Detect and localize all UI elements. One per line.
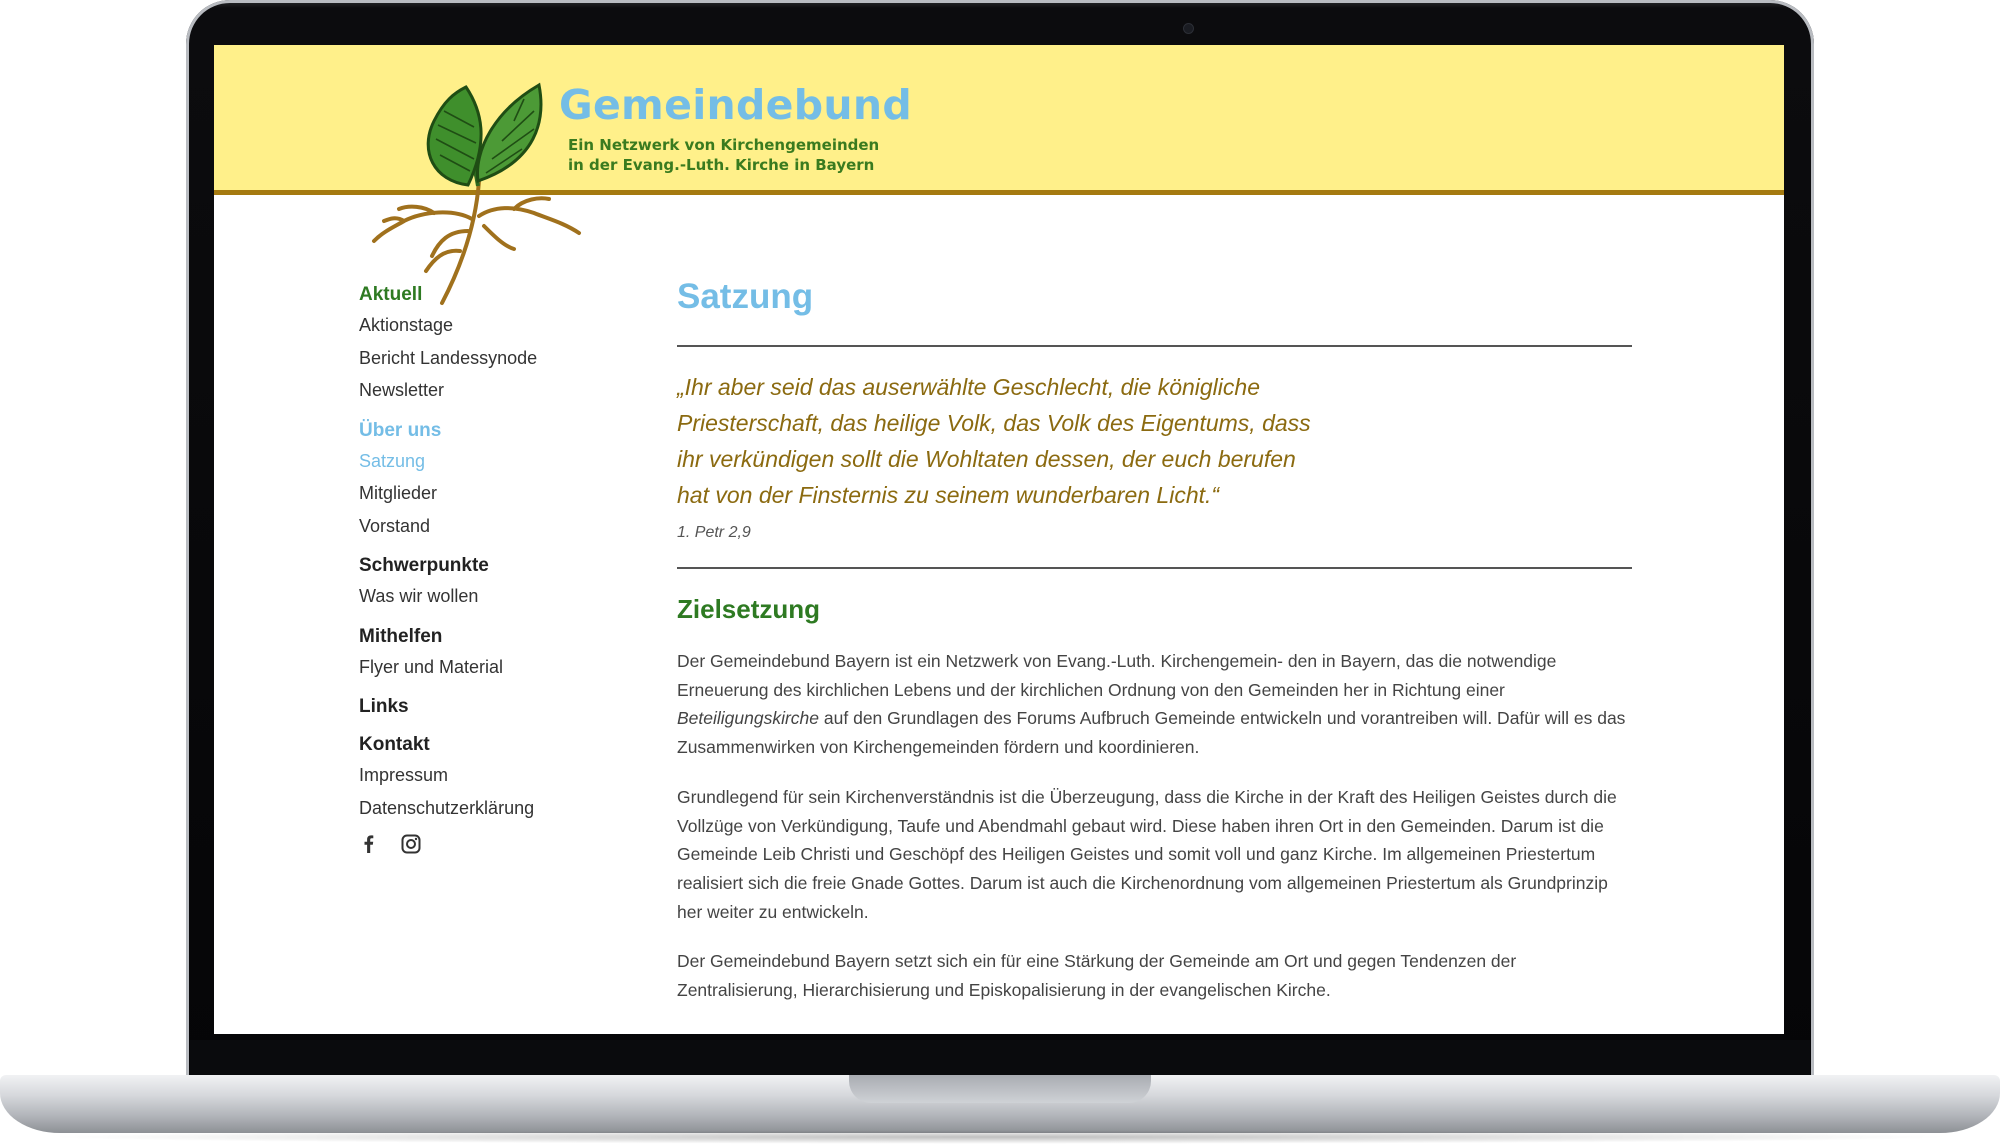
nav-item-satzung[interactable]: Satzung <box>359 450 426 471</box>
quote-line: hat von der Finsternis zu seinem wunderbaren Licht.“ <box>677 482 1220 508</box>
paragraph-1 <box>677 647 1632 762</box>
social-links <box>359 834 609 854</box>
nav-heading-links[interactable]: Links <box>359 696 409 717</box>
nav-item-aktionstage[interactable]: Aktionstage <box>359 315 454 335</box>
nav-group-kontakt <box>359 731 609 824</box>
section-title: Zielsetzung <box>677 594 821 624</box>
nav-group-schwerpunkte <box>359 552 609 613</box>
facebook-icon[interactable] <box>359 834 379 854</box>
laptop-notch <box>849 1075 1151 1103</box>
nav-item-mitglieder[interactable]: Mitglieder <box>359 483 438 503</box>
divider <box>677 345 1632 347</box>
nav-group-mithelfen <box>359 623 609 684</box>
nav-heading-ueber-uns[interactable]: Über uns <box>359 419 442 441</box>
camera-dot <box>1183 23 1194 34</box>
paragraph-text: auf den Grundlagen des Forums Aufbruch Gemeinde entwickeln und vorantreiben will. Dafür will es das Zusammenwirken von Kirchengemeinden fördern und koordinieren. <box>677 708 1626 758</box>
nav-item-flyer-und-material[interactable]: Flyer und Material <box>359 656 504 677</box>
nav-group-ueber-uns <box>359 417 609 543</box>
site-title[interactable]: Gemeindebund <box>559 81 913 129</box>
nav-item-bericht-landessynode[interactable]: Bericht Landessynode <box>359 347 538 368</box>
quote-reference: 1. Petr 2,9 <box>677 524 751 541</box>
nav-heading-kontakt[interactable]: Kontakt <box>359 734 430 755</box>
nav-item-newsletter[interactable]: Newsletter <box>359 380 445 400</box>
paragraph-text: Der Gemeindebund Bayern ist ein Netzwerk von Evang.-Luth. Kirchengemein- den in Bayern, das die notwendige Erneuerung des kirchlichen Lebens und der kirchlichen Ordnung von den Gemeinden her in Richtung einer <box>677 651 1557 700</box>
main-content <box>677 275 1632 1005</box>
nav-group-aktuell <box>359 281 609 407</box>
laptop-bezel-bottom <box>190 1040 1810 1075</box>
laptop-shadow <box>40 1130 1960 1144</box>
nav-heading-mithelfen[interactable]: Mithelfen <box>359 625 443 647</box>
quote-line: Priesterschaft, das heilige Volk, das Volk des Eigentums, dass <box>677 410 1311 436</box>
page-title: Satzung <box>677 277 814 316</box>
divider <box>677 567 1632 569</box>
nav-item-impressum[interactable]: Impressum <box>359 765 449 785</box>
site-tagline <box>568 135 968 175</box>
nav-heading-aktuell[interactable]: Aktuell <box>359 284 423 305</box>
instagram-icon[interactable] <box>401 834 421 854</box>
paragraph-2: Grundlegend für sein Kirchenverständnis ist die Überzeugung, dass die Kirche in der Kraft des Heiligen Geistes durch die Vollzüge von Verkündigung, Taufe und Abendmahl gebaut wird. Diese haben ihren Ort in den Gemeinden. Darum ist die Gemeinde Leib Christi und Geschöpf des Heiligen Geistes und somit voll und ganz Kirche. Im allgemeinen Priestertum realisiert sich die freie Gnade Gottes. Darum ist auch die Kirchenordnung vom allgemeinen Priestertum als Grundprinzip her weiter zu entwickeln. <box>677 786 1617 922</box>
quote-line: „Ihr aber seid das auserwählte Geschlecht, die königliche <box>677 374 1260 400</box>
nav-heading-schwerpunkte[interactable]: Schwerpunkte <box>359 555 489 576</box>
quote-line: ihr verkündigen sollt die Wohltaten dessen, der euch berufen <box>677 446 1296 472</box>
nav-item-was-wir-wollen[interactable]: Was wir wollen <box>359 586 479 606</box>
nav-item-datenschutzerklaerung[interactable]: Datenschutzerklärung <box>359 797 535 818</box>
bible-quote <box>677 369 1632 545</box>
tagline-line: Ein Netzwerk von Kirchengemeinden <box>568 136 880 154</box>
browser-viewport <box>214 45 1784 1034</box>
paragraph-emphasis: Beteiligungskirche <box>677 708 820 729</box>
paragraph-3: Der Gemeindebund Bayern setzt sich ein für eine Stärkung der Gemeinde am Ort und gegen Tendenzen der Zentralisierung, Hierarchisierung und Episkopalisierung in der evangelischen Kirche. <box>677 951 1517 1001</box>
sidebar-nav <box>359 281 609 854</box>
nav-group-links <box>359 693 609 721</box>
tagline-line: in der Evang.-Luth. Kirche in Bayern <box>568 156 875 174</box>
nav-item-vorstand[interactable]: Vorstand <box>359 515 431 536</box>
